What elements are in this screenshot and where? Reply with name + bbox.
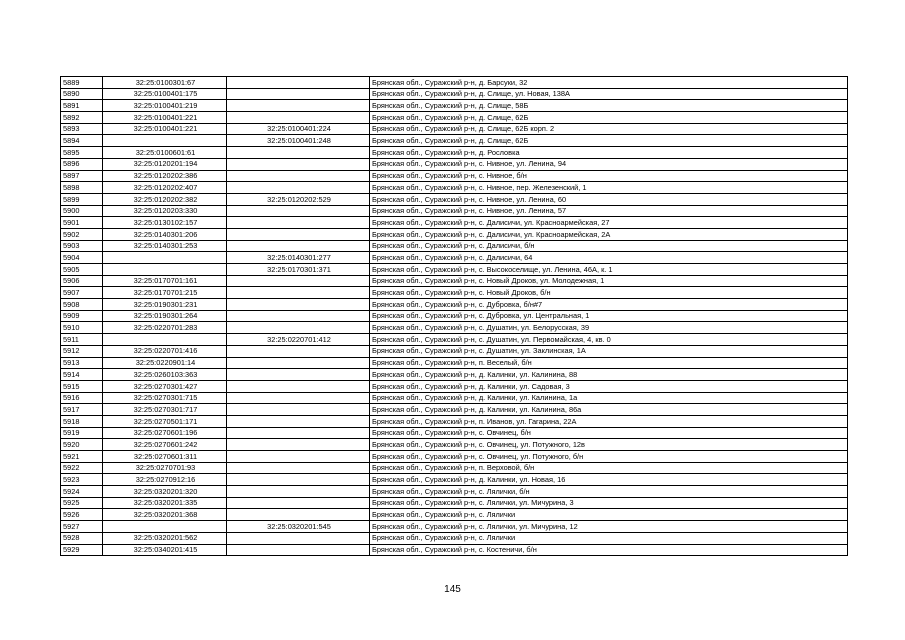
row-number-cell: 5895 (61, 147, 103, 159)
secondary-cadastral-number-cell (227, 182, 370, 194)
row-number-cell: 5925 (61, 497, 103, 509)
address-cell: Брянская обл., Суражский р-н, с. Далисичи, ул. Красноармейская, 2А (370, 228, 848, 240)
secondary-cadastral-number-cell (227, 345, 370, 357)
row-number-cell: 5915 (61, 380, 103, 392)
cadastral-number-cell: 32:25:0120202:407 (103, 182, 227, 194)
row-number-cell: 5916 (61, 392, 103, 404)
property-register-table (60, 76, 848, 556)
row-number-cell: 5917 (61, 404, 103, 416)
address-cell: Брянская обл., Суражский р-н, с. Нивное, ул. Ленина, 60 (370, 193, 848, 205)
address-cell: Брянская обл., Суражский р-н, д. Калинки, ул. Калинина, 86а (370, 404, 848, 416)
address-cell: Брянская обл., Суражский р-н, д. Калинки, ул. Калинина, 88 (370, 369, 848, 381)
table-row (61, 264, 848, 276)
row-number-cell: 5899 (61, 193, 103, 205)
row-number-cell: 5926 (61, 509, 103, 521)
row-number-cell: 5909 (61, 310, 103, 322)
cadastral-number-cell (103, 521, 227, 533)
table-row (61, 275, 848, 287)
address-cell: Брянская обл., Суражский р-н, с. Лялички, ул. Мичурина, 3 (370, 497, 848, 509)
table-row (61, 147, 848, 159)
table-row (61, 182, 848, 194)
cadastral-number-cell: 32:25:0170701:215 (103, 287, 227, 299)
table-row (61, 451, 848, 463)
secondary-cadastral-number-cell (227, 310, 370, 322)
address-cell: Брянская обл., Суражский р-н, с. Лялички, ул. Мичурина, 12 (370, 521, 848, 533)
address-cell: Брянская обл., Суражский р-н, с. Нивное, б/н (370, 170, 848, 182)
cadastral-number-cell: 32:25:0260103:363 (103, 369, 227, 381)
cadastral-number-cell: 32:25:0120202:386 (103, 170, 227, 182)
address-cell: Брянская обл., Суражский р-н, д. Калинки, ул. Садовая, 3 (370, 380, 848, 392)
table-row (61, 357, 848, 369)
table-row (61, 392, 848, 404)
cadastral-number-cell: 32:25:0120203:330 (103, 205, 227, 217)
cadastral-number-cell (103, 264, 227, 276)
row-number-cell: 5911 (61, 334, 103, 346)
secondary-cadastral-number-cell (227, 380, 370, 392)
secondary-cadastral-number-cell (227, 415, 370, 427)
address-cell: Брянская обл., Суражский р-н, с. Далисичи, ул. Красноармейская, 27 (370, 217, 848, 229)
secondary-cadastral-number-cell: 32:25:0170301:371 (227, 264, 370, 276)
address-cell: Брянская обл., Суражский р-н, с. Новый Дроков, б/н (370, 287, 848, 299)
row-number-cell: 5905 (61, 264, 103, 276)
cadastral-number-cell: 32:25:0140301:253 (103, 240, 227, 252)
table-row (61, 369, 848, 381)
row-number-cell: 5910 (61, 322, 103, 334)
row-number-cell: 5914 (61, 369, 103, 381)
address-cell: Брянская обл., Суражский р-н, д. Слище, 62Б корп. 2 (370, 123, 848, 135)
address-cell: Брянская обл., Суражский р-н, д. Слище, 62Б (370, 135, 848, 147)
secondary-cadastral-number-cell (227, 228, 370, 240)
cadastral-number-cell: 32:25:0190301:231 (103, 299, 227, 311)
table-row (61, 100, 848, 112)
address-cell: Брянская обл., Суражский р-н, д. Рословка (370, 147, 848, 159)
cadastral-number-cell: 32:25:0320201:562 (103, 532, 227, 544)
cadastral-number-cell: 32:25:0270601:311 (103, 451, 227, 463)
page-number: 145 (444, 584, 461, 595)
secondary-cadastral-number-cell (227, 451, 370, 463)
row-number-cell: 5901 (61, 217, 103, 229)
address-cell: Брянская обл., Суражский р-н, с. Душатин, ул. Белорусская, 39 (370, 322, 848, 334)
address-cell: Брянская обл., Суражский р-н, с. Дубровка, ул. Центральная, 1 (370, 310, 848, 322)
row-number-cell: 5889 (61, 77, 103, 89)
table-row (61, 380, 848, 392)
address-cell: Брянская обл., Суражский р-н, с. Далисичи, б/н (370, 240, 848, 252)
row-number-cell: 5890 (61, 88, 103, 100)
table-row (61, 217, 848, 229)
secondary-cadastral-number-cell (227, 544, 370, 556)
secondary-cadastral-number-cell: 32:25:0100401:248 (227, 135, 370, 147)
address-cell: Брянская обл., Суражский р-н, с. Нивное, ул. Ленина, 57 (370, 205, 848, 217)
cadastral-number-cell: 32:25:0320201:335 (103, 497, 227, 509)
secondary-cadastral-number-cell (227, 462, 370, 474)
secondary-cadastral-number-cell (227, 170, 370, 182)
cadastral-number-cell: 32:25:0220901:14 (103, 357, 227, 369)
table-row (61, 240, 848, 252)
table-row (61, 77, 848, 89)
cadastral-number-cell: 32:25:0320201:320 (103, 486, 227, 498)
secondary-cadastral-number-cell (227, 112, 370, 124)
table-row (61, 334, 848, 346)
secondary-cadastral-number-cell (227, 205, 370, 217)
secondary-cadastral-number-cell (227, 497, 370, 509)
cadastral-number-cell: 32:25:0220701:416 (103, 345, 227, 357)
secondary-cadastral-number-cell (227, 427, 370, 439)
address-cell: Брянская обл., Суражский р-н, д. Слище, ул. Новая, 138А (370, 88, 848, 100)
row-number-cell: 5919 (61, 427, 103, 439)
cadastral-number-cell: 32:25:0190301:264 (103, 310, 227, 322)
row-number-cell: 5913 (61, 357, 103, 369)
register-table-body (61, 77, 848, 556)
cadastral-number-cell: 32:25:0100301:67 (103, 77, 227, 89)
table-row (61, 404, 848, 416)
secondary-cadastral-number-cell (227, 322, 370, 334)
table-row (61, 462, 848, 474)
secondary-cadastral-number-cell (227, 369, 370, 381)
address-cell: Брянская обл., Суражский р-н, с. Нивное, пер. Железенский, 1 (370, 182, 848, 194)
table-row (61, 112, 848, 124)
table-row (61, 509, 848, 521)
cadastral-number-cell: 32:25:0270501:171 (103, 415, 227, 427)
table-row (61, 345, 848, 357)
cadastral-number-cell: 32:25:0120202:382 (103, 193, 227, 205)
table-row (61, 427, 848, 439)
address-cell: Брянская обл., Суражский р-н, с. Душатин, ул. Первомайская, 4, кв. 0 (370, 334, 848, 346)
secondary-cadastral-number-cell (227, 486, 370, 498)
address-cell: Брянская обл., Суражский р-н, с. Овчинец, ул. Потужного, б/н (370, 451, 848, 463)
cadastral-number-cell (103, 334, 227, 346)
row-number-cell: 5918 (61, 415, 103, 427)
row-number-cell: 5928 (61, 532, 103, 544)
cadastral-number-cell: 32:25:0100401:219 (103, 100, 227, 112)
secondary-cadastral-number-cell (227, 404, 370, 416)
table-row (61, 415, 848, 427)
address-cell: Брянская обл., Суражский р-н, с. Душатин, ул. Заклинская, 1А (370, 345, 848, 357)
row-number-cell: 5900 (61, 205, 103, 217)
row-number-cell: 5904 (61, 252, 103, 264)
cadastral-number-cell (103, 252, 227, 264)
table-row (61, 310, 848, 322)
address-cell: Брянская обл., Суражский р-н, с. Лялички, б/н (370, 486, 848, 498)
address-cell: Брянская обл., Суражский р-н, с. Новый Дроков, ул. Молодежная, 1 (370, 275, 848, 287)
row-number-cell: 5891 (61, 100, 103, 112)
address-cell: Брянская обл., Суражский р-н, д. Барсуки, 32 (370, 77, 848, 89)
row-number-cell: 5898 (61, 182, 103, 194)
secondary-cadastral-number-cell: 32:25:0120202:529 (227, 193, 370, 205)
secondary-cadastral-number-cell (227, 532, 370, 544)
secondary-cadastral-number-cell (227, 474, 370, 486)
address-cell: Брянская обл., Суражский р-н, с. Нивное, ул. Ленина, 94 (370, 158, 848, 170)
cadastral-number-cell: 32:25:0130102:157 (103, 217, 227, 229)
table-row (61, 521, 848, 533)
secondary-cadastral-number-cell (227, 217, 370, 229)
table-row (61, 170, 848, 182)
address-cell: Брянская обл., Суражский р-н, с. Овчинец, ул. Потужного, 12в (370, 439, 848, 451)
table-row (61, 474, 848, 486)
secondary-cadastral-number-cell (227, 439, 370, 451)
address-cell: Брянская обл., Суражский р-н, с. Далисичи, 64 (370, 252, 848, 264)
secondary-cadastral-number-cell (227, 240, 370, 252)
secondary-cadastral-number-cell: 32:25:0220701:412 (227, 334, 370, 346)
secondary-cadastral-number-cell: 32:25:0140301:277 (227, 252, 370, 264)
secondary-cadastral-number-cell (227, 77, 370, 89)
row-number-cell: 5921 (61, 451, 103, 463)
address-cell: Брянская обл., Суражский р-н, с. Костеничи, б/н (370, 544, 848, 556)
row-number-cell: 5923 (61, 474, 103, 486)
cadastral-number-cell: 32:25:0170701:161 (103, 275, 227, 287)
table-row (61, 193, 848, 205)
row-number-cell: 5893 (61, 123, 103, 135)
cadastral-number-cell: 32:25:0100601:61 (103, 147, 227, 159)
row-number-cell: 5892 (61, 112, 103, 124)
address-cell: Брянская обл., Суражский р-н, п. Веселый, б/н (370, 357, 848, 369)
cadastral-number-cell: 32:25:0270301:717 (103, 404, 227, 416)
address-cell: Брянская обл., Суражский р-н, д. Слище, 58Б (370, 100, 848, 112)
table-row (61, 299, 848, 311)
table-row (61, 252, 848, 264)
address-cell: Брянская обл., Суражский р-н, с. Дубровка, б/н#7 (370, 299, 848, 311)
row-number-cell: 5894 (61, 135, 103, 147)
table-row (61, 135, 848, 147)
row-number-cell: 5907 (61, 287, 103, 299)
address-cell: Брянская обл., Суражский р-н, п. Верховой, б/н (370, 462, 848, 474)
cadastral-number-cell: 32:25:0340201:415 (103, 544, 227, 556)
table-row (61, 439, 848, 451)
table-row (61, 88, 848, 100)
cadastral-number-cell: 32:25:0100401:221 (103, 123, 227, 135)
address-cell: Брянская обл., Суражский р-н, д. Калинки, ул. Новая, 16 (370, 474, 848, 486)
cadastral-number-cell: 32:25:0270601:196 (103, 427, 227, 439)
secondary-cadastral-number-cell (227, 509, 370, 521)
secondary-cadastral-number-cell: 32:25:0100401:224 (227, 123, 370, 135)
cadastral-number-cell: 32:25:0320201:368 (103, 509, 227, 521)
row-number-cell: 5929 (61, 544, 103, 556)
address-cell: Брянская обл., Суражский р-н, д. Калинки, ул. Калинина, 1а (370, 392, 848, 404)
table-row (61, 287, 848, 299)
row-number-cell: 5906 (61, 275, 103, 287)
table-row (61, 205, 848, 217)
table-row (61, 544, 848, 556)
row-number-cell: 5902 (61, 228, 103, 240)
cadastral-number-cell: 32:25:0120201:194 (103, 158, 227, 170)
address-cell: Брянская обл., Суражский р-н, с. Высокоселище, ул. Ленина, 46А, к. 1 (370, 264, 848, 276)
row-number-cell: 5924 (61, 486, 103, 498)
row-number-cell: 5908 (61, 299, 103, 311)
table-row (61, 228, 848, 240)
row-number-cell: 5897 (61, 170, 103, 182)
secondary-cadastral-number-cell (227, 158, 370, 170)
cadastral-number-cell (103, 135, 227, 147)
secondary-cadastral-number-cell (227, 88, 370, 100)
table-row (61, 322, 848, 334)
cadastral-number-cell: 32:25:0270601:242 (103, 439, 227, 451)
cadastral-number-cell: 32:25:0100401:221 (103, 112, 227, 124)
cadastral-number-cell: 32:25:0100401:175 (103, 88, 227, 100)
row-number-cell: 5927 (61, 521, 103, 533)
address-cell: Брянская обл., Суражский р-н, с. Лялички (370, 509, 848, 521)
address-cell: Брянская обл., Суражский р-н, с. Овчинец, б/н (370, 427, 848, 439)
secondary-cadastral-number-cell (227, 100, 370, 112)
cadastral-number-cell: 32:25:0270301:427 (103, 380, 227, 392)
cadastral-number-cell: 32:25:0270701:93 (103, 462, 227, 474)
table-row (61, 486, 848, 498)
table-row (61, 158, 848, 170)
row-number-cell: 5922 (61, 462, 103, 474)
cadastral-number-cell: 32:25:0220701:283 (103, 322, 227, 334)
secondary-cadastral-number-cell (227, 392, 370, 404)
secondary-cadastral-number-cell: 32:25:0320201:545 (227, 521, 370, 533)
row-number-cell: 5903 (61, 240, 103, 252)
secondary-cadastral-number-cell (227, 147, 370, 159)
table-row (61, 497, 848, 509)
secondary-cadastral-number-cell (227, 275, 370, 287)
table-row (61, 123, 848, 135)
cadastral-number-cell: 32:25:0140301:206 (103, 228, 227, 240)
row-number-cell: 5912 (61, 345, 103, 357)
secondary-cadastral-number-cell (227, 287, 370, 299)
row-number-cell: 5896 (61, 158, 103, 170)
address-cell: Брянская обл., Суражский р-н, с. Лялички (370, 532, 848, 544)
address-cell: Брянская обл., Суражский р-н, д. Слище, 62Б (370, 112, 848, 124)
address-cell: Брянская обл., Суражский р-н, п. Иванов, ул. Гагарина, 22А (370, 415, 848, 427)
secondary-cadastral-number-cell (227, 299, 370, 311)
row-number-cell: 5920 (61, 439, 103, 451)
table-row (61, 532, 848, 544)
secondary-cadastral-number-cell (227, 357, 370, 369)
cadastral-number-cell: 32:25:0270912:16 (103, 474, 227, 486)
cadastral-number-cell: 32:25:0270301:715 (103, 392, 227, 404)
